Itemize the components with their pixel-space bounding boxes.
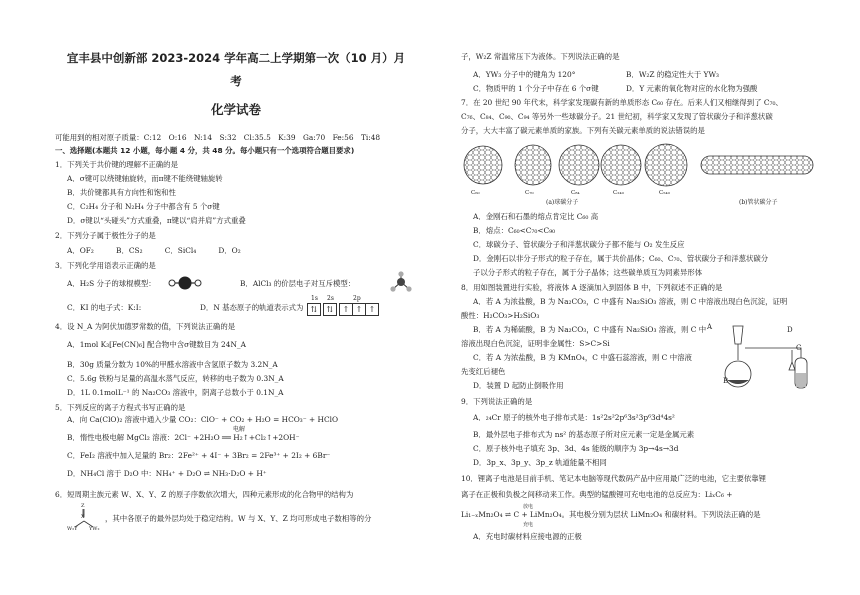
orbital-label-2p: 2p: [353, 295, 361, 302]
q6-option-b: B．W₂Z 的稳定性大于 YW₃: [626, 70, 719, 79]
apparatus-label-d: D: [787, 326, 793, 334]
orbital-box-1s: ⇅: [307, 303, 321, 316]
q8-option-a2: 酸性：H₂CO₃>H₂SiO₃: [461, 311, 540, 320]
q2-stem: 2．下列分子属于极性分子的是: [55, 231, 156, 240]
q5-option-c: C．FeI₂ 溶液中加入足量的 Br₂：2Fe²⁺ + 4I⁻ + 3Br₂ = 2Fe³⁺ + 2I₂ + 6Br⁻: [67, 451, 331, 460]
struct-label-x: X: [81, 514, 85, 520]
struct-label-z: Z: [81, 503, 85, 509]
q7-option-d1: D．金刚石以非分子形式的粒子存在，属于共价晶体；C₆₀、C₇₀、管状碳分子和洋葱状碳分: [473, 254, 769, 263]
discharge-label: 放电: [523, 504, 534, 510]
q3-option-c: C．KI 的电子式：K:I:: [67, 303, 142, 312]
c84-sphere-icon: [559, 145, 599, 185]
alcl3-vsepr-model-icon: [389, 271, 413, 293]
q3-option-a: A．H₂S 分子的球棍模型：: [67, 279, 156, 288]
section-heading: 一、选择题(本题共 12 小题，每小题 4 分，共 48 分。每小题只有一个选项符合题目要求): [55, 146, 355, 155]
label-c60: C₆₀: [471, 190, 480, 196]
q1-option-d: D．σ键以“头碰头”方式重叠，π键以“肩并肩”方式重叠: [67, 216, 246, 225]
q10-line2: 离子在正极和负极之间移动来工作。典型的锰酸锂可充电电池的总反应为：LiₓC₆ +: [461, 490, 733, 499]
nitrogen-orbital-diagram: [305, 295, 385, 317]
c540-sphere-icon: [645, 144, 687, 186]
exam-title-line2: 考: [230, 74, 242, 88]
q9-option-b: B．最外层电子排布式为 ns² 的基态原子所对应元素一定是金属元素: [473, 430, 695, 439]
q7-option-a: A．金刚石和石墨的熔点肯定比 C₆₀ 高: [473, 212, 599, 221]
q2-options: A．OF₂ B．CS₂ C．SiCl₄ D．O₂: [67, 246, 241, 255]
apparatus-label-a: A: [707, 323, 713, 331]
q5-option-d: D．NH₄Cl 溶于 D₂O 中：NH₄⁺ + D₂O ⇌ NH₃·D₂O + H⁺: [67, 469, 267, 478]
q6-stem: 6．短周期主族元素 W、X、Y、Z 的原子序数依次增大，四种元素形成的化合物甲的结构为: [55, 490, 354, 499]
struct-label-yw2: YW₂: [89, 526, 100, 532]
caption-ball-carbon: (a)球碳分子: [546, 199, 579, 206]
c240-sphere-icon: [601, 145, 641, 185]
q9-option-d: D．3p_x、3p_y、3p_z 轨道能量不相同: [473, 458, 607, 467]
bulb-d-icon: [789, 350, 795, 370]
q5-option-a: A．向 Ca(ClO)₂ 溶液中通入少量 CO₂：ClO⁻ + CO₂ + H₂O = HCO₃⁻ + HClO: [67, 415, 339, 424]
c60-sphere-icon: [464, 146, 502, 184]
exam-title-line1: 宜丰县中创新部 2023-2024 学年高二上学期第一次（10 月）月: [66, 51, 406, 65]
label-c540: C₅₄₀: [659, 190, 670, 196]
orbital-label-2s: 2s: [327, 295, 334, 302]
q8-option-b1: B．若 A 为稀硫酸，B 为 Na₂CO₃，C 中盛有 Na₂SiO₃ 溶液，则 C 中: [473, 325, 707, 334]
exam-subject: 化学试卷: [210, 102, 261, 117]
caption-tube-carbon: (b)管状碳分子: [739, 199, 778, 206]
q3-option-d: D．N 基态原子的轨道表示式为: [200, 303, 304, 312]
q5-option-b: B．惰性电极电解 MgCl₂ 溶液：2Cl⁻ +2H₂O ══ H₂↑+Cl₂↑+2OH⁻: [67, 433, 300, 442]
q7-option-d2: 子以分子形式的粒子存在，属于分子晶体；这些碳单质互为同素异形体: [473, 268, 703, 277]
q4-option-a: A．1mol K₃[Fe(CN)₆] 配合物中含σ键数目为 24N_A: [67, 340, 246, 349]
q10-line1: 10．锂离子电池是目前手机、笔记本电脑等现代数码产品中应用最广泛的电池，它主要依靠锂: [461, 474, 767, 483]
q6-stem-cont: ，其中各原子的最外层均处于稳定结构。W 与 X、Y、Z 均可形成电子数相等的分: [105, 514, 372, 523]
q4-option-b: B．30g 质量分数为 10%的甲醛水溶液中含氢原子数为 3.2N_A: [67, 360, 278, 369]
q10-option-a: A．充电时碳材料应接电源的正极: [473, 532, 582, 541]
q7-line3: 分子，大大丰富了碳元素单质的家族。下列有关碳元素单质的说法错误的是: [461, 126, 705, 135]
q9-stem: 9．下列说法正确的是: [461, 397, 533, 406]
h2s-ball-stick-icon: [165, 274, 205, 292]
orbital-box-2p-x: ↑: [339, 303, 353, 316]
label-c84: C₈₄: [571, 190, 580, 196]
atomic-masses: 可能用到的相对原子质量：C:12 O:16 N:14 S:32 Cl:35.5 K:39 Ga:70 Fe:56 Ti:48: [55, 133, 381, 142]
apparatus-label-c: C: [796, 344, 802, 352]
q4-option-c: C．5.6g 铁粉与足量的高温水蒸气反应，转移的电子数为 0.3N_A: [67, 374, 284, 383]
struct-label-w2y: W₂Y: [67, 526, 78, 532]
q8-option-c2: 先变红后褪色: [461, 367, 506, 376]
q1-option-a: A．σ键可以绕键轴旋转，而π键不能绕键轴旋转: [67, 174, 223, 183]
q1-option-c: C．C₂H₄ 分子和 N₂H₄ 分子中都含有 5 个σ键: [67, 202, 220, 211]
q7-line2: C₇₆、C₈₄、C₉₀、C₉₄ 等另外一些球碳分子。21 世纪初，科学家又发现了管状碳分子和洋葱状碳: [461, 112, 773, 121]
dropping-funnel-icon: [733, 326, 743, 344]
q6-option-d: D．Y 元素的氧化物对应的水化物为强酸: [626, 84, 758, 93]
orbital-box-2p-z: ↑: [365, 303, 379, 316]
c70-sphere-icon: [515, 145, 551, 185]
q1-option-b: B．共价键都具有方向性和饱和性: [67, 188, 176, 197]
q6-option-c: C．物质甲的 1 个分子中存在 6 个σ键: [473, 84, 599, 93]
label-c70: C₇₀: [525, 190, 534, 196]
orbital-box-2s: ⇅: [323, 303, 337, 316]
q8-stem: 8．用如图装置进行实验，将液体 A 逐滴加入到固体 B 中，下列叙述不正确的是: [461, 283, 723, 292]
q8-option-b2: 溶液出现白色沉淀，证明非金属性：S>C>Si: [461, 339, 610, 348]
nanotube-icon: [701, 156, 813, 174]
q3-option-b: B．AlCl₃ 的价层电子对互斥模型：: [240, 279, 356, 288]
q3-stem: 3．下列化学用语表示正确的是: [55, 261, 156, 270]
q6-option-a: A．YW₃ 分子中的键角为 120°: [473, 70, 576, 79]
q7-line1: 7．在 20 世纪 90 年代末，科学家发现碳有新的单质形态 C₆₀ 存在。后来人们又相继得到了 C₇₀、: [461, 98, 783, 107]
q4-option-d: D．1L 0.1molL⁻¹ 的 Na₂CO₃ 溶液中，阴离子总数小于 0.1N_A: [67, 388, 284, 397]
q4-stem: 4．设 N_A 为阿伏加德罗常数的值，下列说法正确的是: [55, 322, 236, 331]
delivery-tube-icon: [745, 348, 801, 358]
q7-option-b: B．熔点：C₆₀<C₇₀<C₉₀: [473, 226, 556, 235]
label-c240: C₂₄₀: [613, 190, 624, 196]
q6-cont: 子，W₂Z 常温常压下为液体。下列说法正确的是: [461, 52, 620, 61]
orbital-box-2p-y: ↑: [352, 303, 366, 316]
orbital-label-1s: 1s: [311, 295, 318, 302]
q5-stem: 5．下列反应的离子方程式书写正确的是: [55, 403, 186, 412]
q7-option-c: C．球碳分子、管状碳分子和洋葱状碳分子都不能与 O₂ 发生反应: [473, 240, 685, 249]
q1-stem: 1．下列关于共价键的理解不正确的是: [55, 160, 178, 169]
charge-label: 充电: [523, 522, 534, 528]
q9-option-c: C．原子核外电子填充 3p、3d、4s 能级的顺序为 3p→4s→3d: [473, 444, 679, 453]
q8-option-d: D．装置 D 起防止倒吸作用: [473, 381, 564, 390]
q8-option-a1: A．若 A 为浓盐酸，B 为 Na₂CO₃，C 中盛有 Na₂SiO₃ 溶液，则 C 中溶液出现白色沉淀，证明: [473, 297, 788, 306]
q8-option-c1: C．若 A 为浓盐酸，B 为 KMnO₄，C 中盛石蕊溶液，则 C 中溶液: [473, 353, 692, 362]
q9-option-a: A．₂₄Cr 原子的核外电子排布式是：1s²2s²2p⁶3s²3p⁶3d⁴4s²: [473, 413, 675, 422]
q10-line3: Li₁₋ₓMn₂O₄ ⇌ C + LiMn₂O₄。其电极分别为层状 LiMn₂O₄ 和碳材料。下列说法正确的是: [461, 510, 761, 519]
apparatus-label-b: B: [723, 377, 729, 385]
electrolysis-label: 电解: [233, 426, 246, 433]
